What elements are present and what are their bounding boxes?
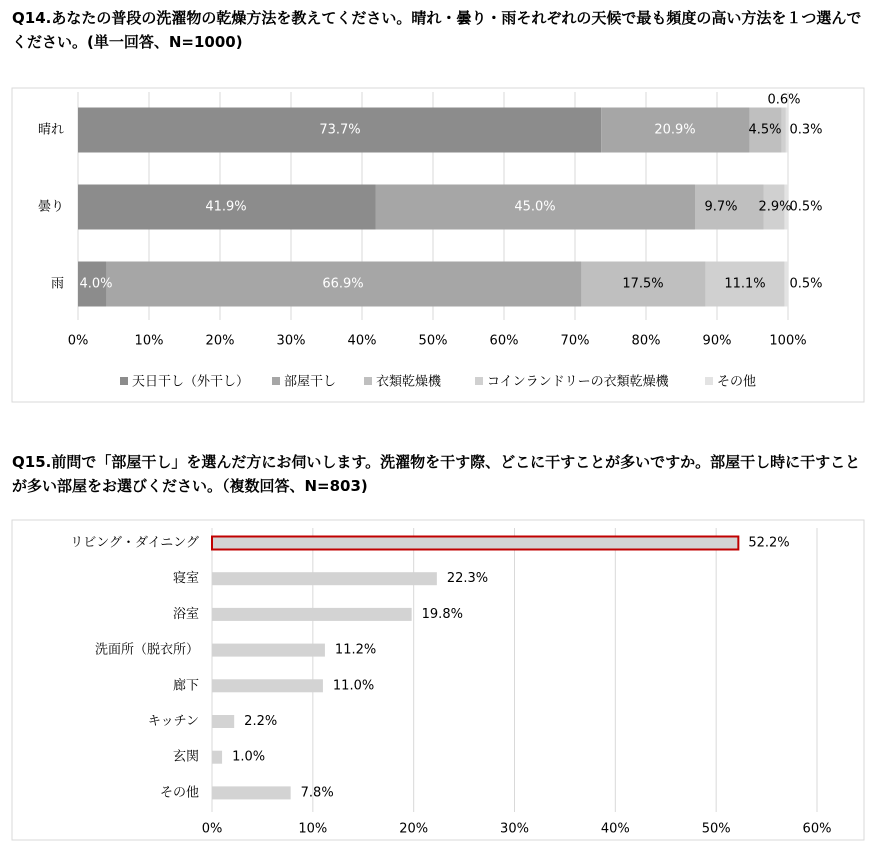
- bar: [212, 751, 222, 764]
- data-label: 9.7%: [704, 199, 738, 215]
- q15-title: Q15.前問で「部屋干し」を選んだ方にお伺いします。洗濯物を干す際、どこに干すことが多いですか。部屋干し時に干すことが多い部屋をお選びください。（複数回答、N=803): [12, 453, 861, 495]
- bar: [212, 608, 412, 621]
- x-tick-label: 40%: [347, 333, 377, 349]
- category-label: 晴れ: [37, 122, 64, 138]
- category-label: 寝室: [172, 571, 199, 587]
- x-tick-label: 80%: [631, 333, 661, 349]
- chart-border: [12, 520, 864, 840]
- bar: [212, 786, 291, 799]
- data-label: 4.5%: [748, 122, 782, 138]
- legend-label: その他: [717, 374, 757, 390]
- legend-label: コインランドリーの衣類乾燥機: [487, 374, 669, 390]
- x-tick-label: 0%: [201, 821, 223, 837]
- data-label: 45.0%: [514, 199, 556, 215]
- x-tick-label: 20%: [205, 333, 235, 349]
- x-tick-label: 50%: [701, 821, 731, 837]
- data-label: 7.8%: [300, 785, 334, 801]
- data-label: 1.0%: [232, 749, 266, 765]
- legend-label: 衣類乾燥機: [376, 374, 442, 390]
- x-tick-label: 10%: [298, 821, 328, 837]
- legend-label: 天日干し（外干し）: [132, 374, 250, 390]
- x-tick-label: 90%: [702, 333, 732, 349]
- x-tick-label: 20%: [399, 821, 429, 837]
- x-tick-label: 40%: [600, 821, 630, 837]
- x-tick-label: 60%: [802, 821, 832, 837]
- data-label: 0.3%: [789, 122, 823, 138]
- bar: [212, 572, 437, 585]
- legend-label: 部屋干し: [284, 374, 337, 390]
- data-label: 73.7%: [319, 122, 361, 138]
- data-label: 11.0%: [332, 678, 375, 694]
- x-tick-label: 10%: [134, 333, 164, 349]
- data-label: 11.2%: [334, 642, 377, 658]
- category-label: リビング・ダイニング: [70, 535, 199, 551]
- data-label: 4.0%: [79, 276, 113, 292]
- data-label: 2.2%: [244, 714, 278, 729]
- data-label: 17.5%: [622, 276, 664, 292]
- bar: [212, 679, 323, 692]
- category-label: 玄関: [172, 749, 199, 765]
- x-tick-label: 70%: [560, 333, 590, 349]
- x-tick-label: 100%: [769, 333, 807, 349]
- data-label: 20.9%: [654, 122, 696, 138]
- x-tick-label: 50%: [418, 333, 448, 349]
- highlighted-bar: [212, 537, 738, 550]
- category-label: 洗面所（脱衣所）: [94, 642, 199, 658]
- x-tick-label: 30%: [276, 333, 306, 349]
- data-label: 2.9%: [758, 199, 792, 215]
- data-label: 0.5%: [789, 276, 823, 292]
- category-label: キッチン: [147, 714, 199, 729]
- data-label: 41.9%: [205, 199, 247, 215]
- category-label: 雨: [50, 276, 64, 292]
- data-label: 19.8%: [421, 606, 463, 622]
- x-tick-label: 60%: [489, 333, 519, 349]
- category-label: 廊下: [172, 678, 199, 694]
- category-label: 曇り: [37, 199, 64, 215]
- data-label: 0.5%: [789, 199, 823, 215]
- q14-title: Q14.あなたの普段の洗濯物の乾燥方法を教えてください。晴れ・曇り・雨それぞれの天候で最も頻度の高い方法を１つ選んでください。(単一回答、N=1000): [12, 9, 862, 51]
- x-tick-label: 0%: [67, 333, 89, 349]
- bar: [212, 644, 325, 657]
- category-label: 浴室: [172, 606, 199, 622]
- data-label: 11.1%: [724, 276, 766, 292]
- data-label: 0.6%: [767, 92, 801, 108]
- data-label: 66.9%: [322, 276, 364, 292]
- bar: [212, 715, 234, 728]
- x-tick-label: 30%: [500, 821, 529, 837]
- data-label: 52.2%: [748, 535, 790, 551]
- data-label: 22.3%: [446, 571, 489, 587]
- category-label: その他: [159, 785, 199, 801]
